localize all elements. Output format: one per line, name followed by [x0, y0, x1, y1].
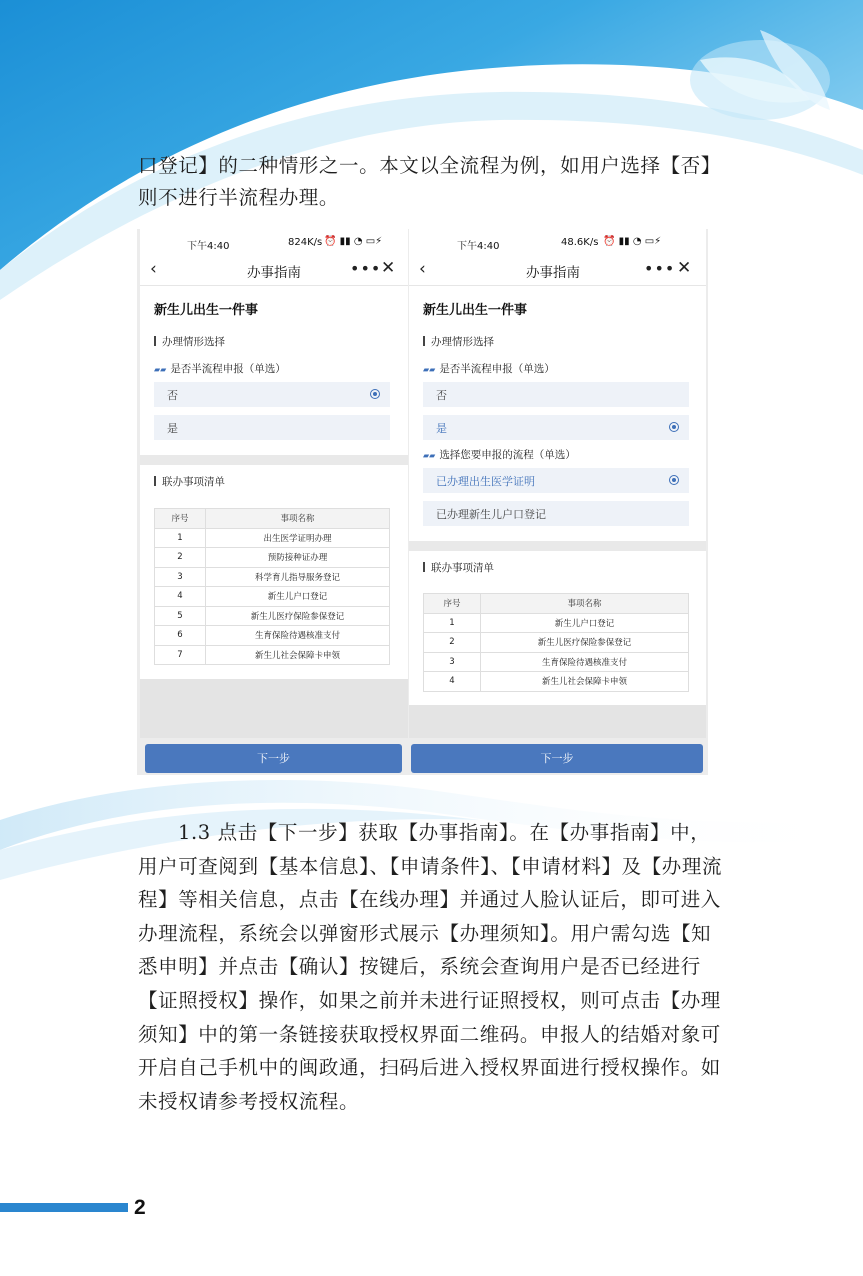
table-row: 3 生育保险待遇核准支付	[424, 652, 689, 672]
table-row: 1 新生儿户口登记	[424, 613, 689, 633]
table-row: 4 新生儿户口登记	[155, 587, 390, 607]
affair-table	[154, 508, 390, 665]
phone-screen-right	[409, 229, 706, 738]
empty-area	[140, 679, 408, 738]
page-number: 2	[134, 1196, 146, 1219]
table-row: 4 新生儿社会保障卡申领	[424, 672, 689, 692]
table-row: 6 生育保险待遇核准支付	[155, 626, 390, 646]
status-network-speed: 824K/s	[288, 237, 323, 248]
table-row: 7 新生儿社会保障卡申领	[155, 645, 390, 665]
table-header-row	[424, 594, 689, 614]
affair-title: 新生儿出生一件事	[154, 303, 259, 318]
table-row: 2 预防接种证办理	[155, 548, 390, 568]
option-flow-hukou[interactable]: 已办理新生儿户口登记	[423, 501, 689, 526]
status-bar	[140, 229, 408, 257]
status-time: 下午4:40	[457, 241, 500, 252]
back-icon[interactable]: ‹	[419, 259, 426, 279]
status-icons: ⏰ ▮▮ ◔ ▭⚡	[324, 236, 383, 247]
radio-selected-icon	[370, 389, 380, 399]
col-header-name: 事项名称	[206, 509, 390, 529]
table-header-row	[155, 509, 390, 529]
affair-table	[423, 593, 689, 692]
radio-selected-icon	[669, 475, 679, 485]
status-icons: ⏰ ▮▮ ◔ ▭⚡	[603, 236, 662, 247]
question-half-flow: ▰▰ 是否半流程申报（单选）	[423, 363, 555, 375]
status-network-speed: 48.6K/s	[561, 237, 599, 248]
option-flow-birth-cert[interactable]: 已办理出生医学证明	[423, 468, 689, 493]
question-flag-icon: ▰▰	[423, 451, 436, 460]
col-header-no: 序号	[155, 509, 206, 529]
question-flow: ▰▰ 选择您要申报的流程（单选）	[423, 449, 576, 461]
empty-area	[409, 705, 706, 738]
nav-title: 办事指南	[247, 265, 301, 281]
affair-title: 新生儿出生一件事	[423, 303, 528, 318]
table-row: 2 新生儿医疗保险参保登记	[424, 633, 689, 653]
section-situation: 办理情形选择	[423, 334, 494, 349]
option-no[interactable]: 否	[423, 382, 689, 407]
nav-bar	[409, 257, 706, 285]
radio-selected-icon	[669, 422, 679, 432]
status-time: 下午4:40	[187, 241, 230, 252]
screenshot-pair	[137, 229, 708, 775]
question-flag-icon: ▰▰	[154, 365, 167, 374]
nav-title: 办事指南	[526, 265, 580, 281]
next-button-left[interactable]: 下一步	[145, 744, 402, 773]
section-list: 联办事项清单	[423, 560, 494, 575]
main-paragraph	[138, 816, 730, 1118]
option-yes[interactable]: 是	[154, 415, 390, 440]
col-header-no: 序号	[424, 594, 481, 614]
status-bar	[409, 229, 706, 257]
option-yes[interactable]: 是	[423, 415, 689, 440]
next-button-right[interactable]: 下一步	[411, 744, 703, 773]
nav-bar	[140, 257, 408, 285]
divider	[409, 541, 706, 551]
col-header-name: 事项名称	[481, 594, 689, 614]
section-list: 联办事项清单	[154, 474, 225, 489]
more-icon[interactable]: •••	[350, 259, 382, 278]
more-icon[interactable]: •••	[644, 259, 676, 278]
section-situation: 办理情形选择	[154, 334, 225, 349]
phone-screen-left	[140, 229, 408, 738]
back-icon[interactable]: ‹	[150, 259, 157, 279]
table-row: 1 出生医学证明办理	[155, 528, 390, 548]
divider	[140, 455, 408, 465]
question-flag-icon: ▰▰	[423, 365, 436, 374]
intro-paragraph: 口登记】的二种情形之一。本文以全流程为例，如用户选择【否】则不进行半流程办理。	[138, 154, 721, 209]
close-icon[interactable]: ✕	[677, 258, 692, 278]
question-half-flow: ▰▰ 是否半流程申报（单选）	[154, 363, 286, 375]
table-row: 5 新生儿医疗保险参保登记	[155, 606, 390, 626]
main-paragraph-text: 1.3 点击【下一步】获取【办事指南】。在【办事指南】中，用户可查阅到【基本信息】、【申请条件】、【申请材料】及【办理流程】等相关信息，点击【在线办理】并通过人脸认证后，即可进入办理流程，系统会以弹窗形式展示【办理须知】。用户需勾选【知悉申明】并点击【确认】按键后，系统会查询用户是否已经进行【证照授权】操作，如果之前并未进行证照授权，则可点击【办理须知】中的第一条链接获取授权界面二维码。申报人的结婚对象可开启自己手机中的闽政通，扫码后进入授权界面进行授权操作。如未授权请参考授权流程。	[138, 821, 723, 1113]
page-number-bar	[0, 1203, 128, 1212]
option-no[interactable]: 否	[154, 382, 390, 407]
table-row: 3 科学育儿指导服务登记	[155, 567, 390, 587]
close-icon[interactable]: ✕	[381, 258, 396, 278]
